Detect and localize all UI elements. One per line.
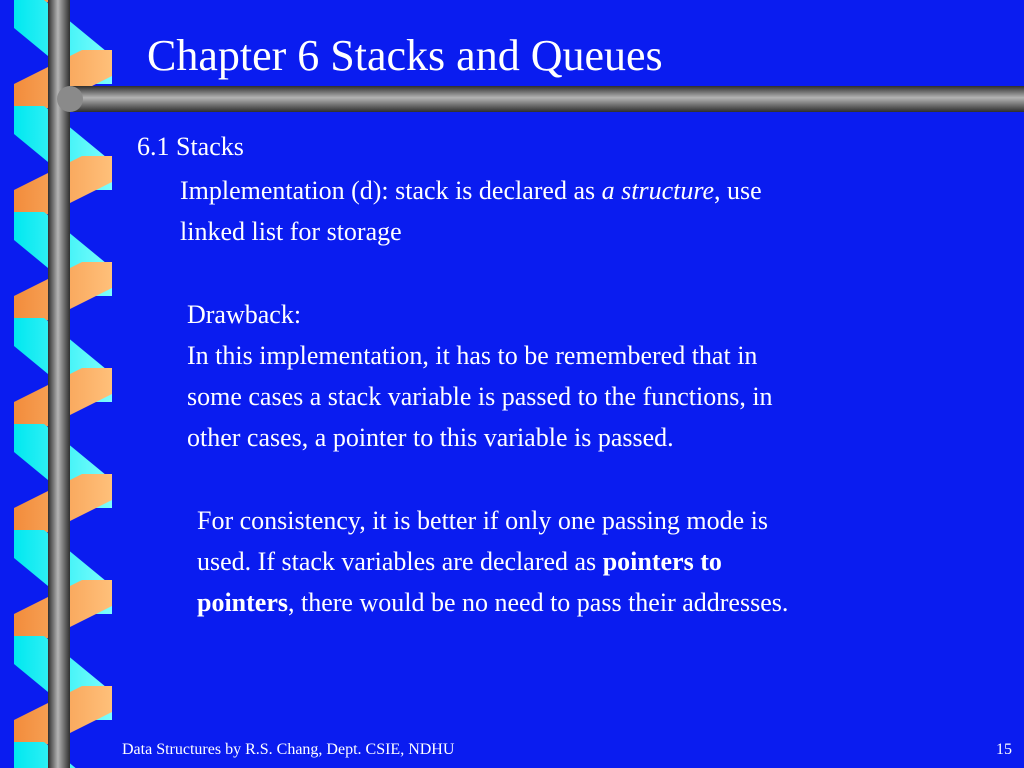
drawback-line-3: other cases, a pointer to this variable is passed. [187, 423, 674, 452]
consistency-line-1: For consistency, it is better if only one passing mode is [197, 506, 768, 535]
vertical-frame-bar [48, 0, 70, 768]
implementation-line-2: linked list for storage [180, 217, 402, 246]
slide-title: Chapter 6 Stacks and Queues [147, 31, 663, 80]
page-number: 15 [996, 741, 1012, 758]
drawback-paragraph [187, 294, 773, 458]
implementation-line-1: Implementation (d): stack is declared as a structure, use [180, 176, 762, 205]
pointers-to-emphasis: pointers to [602, 547, 722, 576]
consistency-line-3: pointers, there would be no need to pass their addresses. [197, 588, 789, 617]
consistency-paragraph [197, 500, 788, 623]
drawback-line-2: some cases a stack variable is passed to the functions, in [187, 382, 773, 411]
drawback-line-1: In this implementation, it has to be remembered that in [187, 341, 758, 370]
horizontal-frame-bar [70, 86, 1024, 112]
implementation-paragraph [180, 170, 762, 252]
pointers-emphasis: pointers [197, 588, 288, 617]
structure-emphasis: a structure [601, 176, 715, 205]
footer-credit: Data Structures by R.S. Chang, Dept. CSIE, NDHU [122, 741, 455, 758]
consistency-line-2: used. If stack variables are declared as pointers to [197, 547, 722, 576]
drawback-heading: Drawback: [187, 300, 302, 329]
section-heading: 6.1 Stacks [137, 132, 244, 161]
